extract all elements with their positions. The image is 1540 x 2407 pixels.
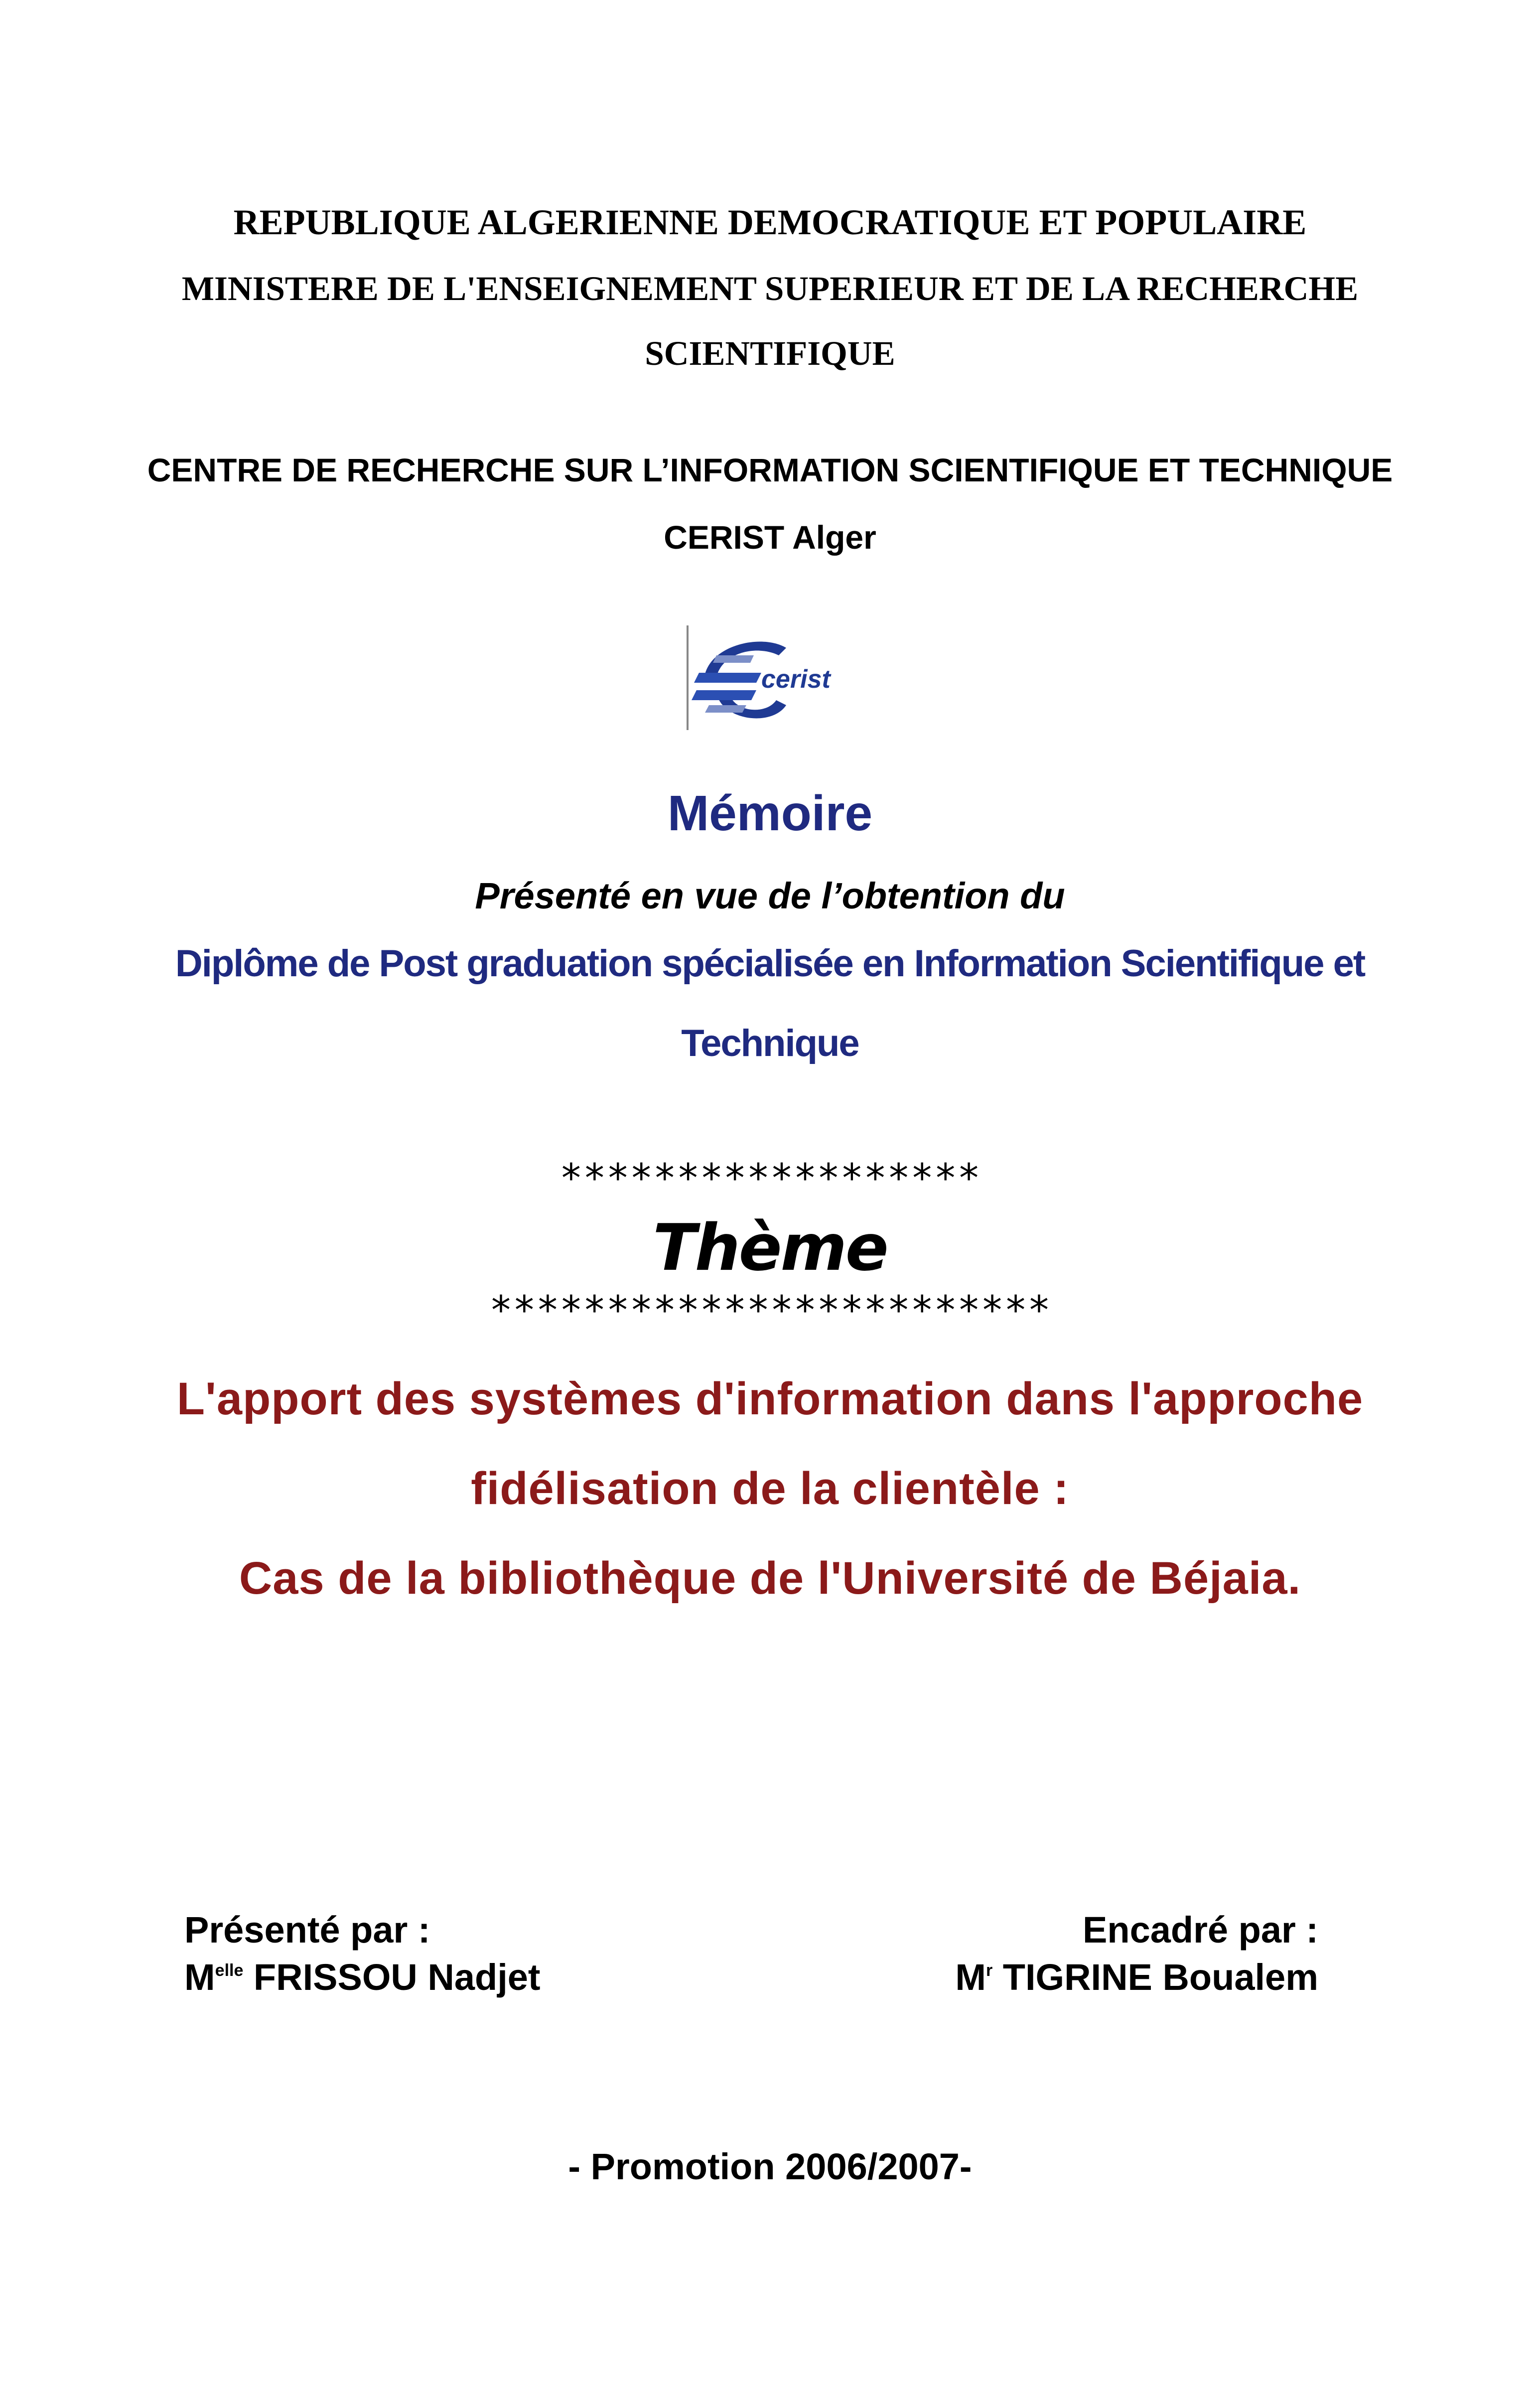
presented-title-sup: elle bbox=[215, 1961, 244, 1980]
centre-short-name: CERIST Alger bbox=[664, 519, 876, 556]
ministry-heading-line2: SCIENTIFIQUE bbox=[645, 334, 895, 372]
presented-prefix: M bbox=[184, 1956, 215, 1998]
cerist-logo bbox=[687, 625, 856, 730]
supervised-title-sup: r bbox=[986, 1961, 993, 1980]
stars-bottom: ************************ bbox=[489, 1288, 1051, 1333]
supervised-prefix: M bbox=[955, 1956, 986, 1998]
centre-heading: CENTRE DE RECHERCHE SUR L’INFORMATION SCIENTIFIQUE ET TECHNIQUE bbox=[147, 451, 1393, 488]
document-purpose: Présenté en vue de l’obtention du bbox=[475, 875, 1065, 916]
stars-top: ****************** bbox=[559, 1156, 981, 1201]
title-line1: L'apport des systèmes d'information dans l'approche bbox=[176, 1373, 1364, 1424]
title-line2: fidélisation de la clientèle : bbox=[471, 1463, 1069, 1514]
diploma-line1: Diplôme de Post graduation spécialisée en Information Scientifique et bbox=[175, 942, 1365, 985]
title-line3: Cas de la bibliothèque de l'Université de Béjaia. bbox=[239, 1553, 1301, 1604]
supervised-by-label: Encadré par : bbox=[1083, 1909, 1318, 1951]
diploma-line2: Technique bbox=[681, 1022, 859, 1064]
logo-text: cerist bbox=[761, 665, 831, 694]
promotion-year: - Promotion 2006/2007- bbox=[568, 2146, 972, 2187]
presented-by-label: Présenté par : bbox=[184, 1909, 430, 1951]
supervised-by-name bbox=[955, 1956, 1318, 1998]
theme-label: Thème bbox=[653, 1211, 887, 1285]
document-type: Mémoire bbox=[667, 785, 873, 841]
supervised-name-text: TIGRINE Boualem bbox=[992, 1956, 1318, 1998]
ministry-heading-line1: MINISTERE DE L'ENSEIGNEMENT SUPERIEUR ET DE LA RECHERCHE bbox=[181, 270, 1359, 307]
presented-name-text: FRISSOU Nadjet bbox=[243, 1956, 541, 1998]
republic-heading: REPUBLIQUE ALGERIENNE DEMOCRATIQUE ET POPULAIRE bbox=[233, 202, 1307, 242]
presented-by-name bbox=[184, 1956, 541, 1998]
